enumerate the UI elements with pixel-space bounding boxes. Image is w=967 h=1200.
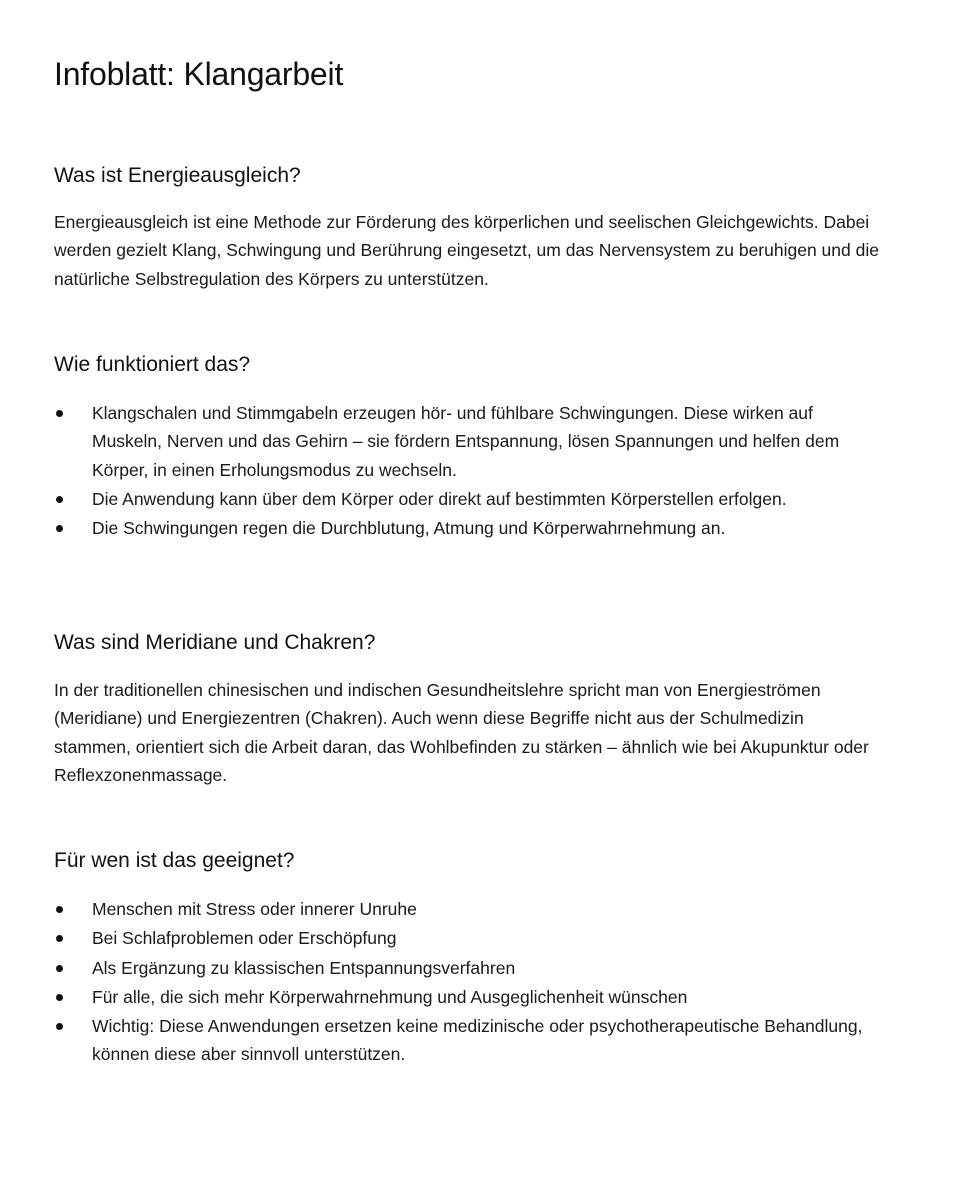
list-item xyxy=(54,1012,884,1069)
section-heading-zielgruppe: Für wen ist das geeignet? xyxy=(54,849,295,872)
list-item-text: Klangschalen und Stimmgabeln erzeugen hör- und fühlbare Schwingungen. Diese wirken auf Muskeln, Nerven und das Gehirn – sie fördern Entspannung, lösen Spannungen und helfen dem Körper, in einen Erholungsmodus zu wechseln. xyxy=(92,403,840,480)
list-item-text: Wichtig: Diese Anwendungen ersetzen keine medizinische oder psychotherapeutische Behandlung, können diese aber sinnvoll unterstützen. xyxy=(92,1016,863,1065)
bullet-icon xyxy=(56,496,63,503)
section-heading-meridiane: Was sind Meridiane und Chakren? xyxy=(54,631,376,654)
section-heading-energieausgleich: Was ist Energieausgleich? xyxy=(54,164,301,187)
bullet-icon xyxy=(56,965,63,972)
list-item-text: Menschen mit Stress oder innerer Unruhe xyxy=(92,899,417,919)
page-title: Infoblatt: Klangarbeit xyxy=(54,56,344,92)
section-paragraph-meridiane: In der traditionellen chinesischen und indischen Gesundheitslehre spricht man von Energieströmen (Meridiane) und Energiezentren (Chakren). Auch wenn diese Begriffe nicht aus der Schulmedizin stammen, orientiert sich die Arbeit daran, das Wohlbefinden zu stärken – ähnlich wie bei Akupunktur oder Reflexzonenmassage. xyxy=(54,680,869,785)
list-item xyxy=(54,924,884,952)
list-funktion xyxy=(54,399,884,543)
bullet-icon xyxy=(56,935,63,942)
list-item-text: Die Schwingungen regen die Durchblutung, Atmung und Körperwahrnehmung an. xyxy=(92,518,726,539)
section-heading-funktion: Wie funktioniert das? xyxy=(54,353,251,376)
list-item xyxy=(54,399,884,484)
bullet-icon xyxy=(56,994,63,1001)
list-item-text: Als Ergänzung zu klassischen Entspannungsverfahren xyxy=(92,957,516,978)
list-item-text: Bei Schlafproblemen oder Erschöpfung xyxy=(92,928,397,949)
list-item xyxy=(54,514,884,542)
bullet-icon xyxy=(56,1023,63,1030)
list-item xyxy=(54,485,884,513)
list-item xyxy=(54,983,884,1011)
list-item xyxy=(54,954,884,982)
bullet-icon xyxy=(56,906,63,913)
list-item-text: Für alle, die sich mehr Körperwahrnehmung und Ausgeglichenheit wünschen xyxy=(92,986,688,1007)
list-zielgruppe xyxy=(54,895,884,1070)
list-item-text: Die Anwendung kann über dem Körper oder direkt auf bestimmten Körperstellen erfolgen. xyxy=(92,488,787,509)
list-item xyxy=(54,895,884,923)
bullet-icon xyxy=(56,525,63,532)
bullet-icon xyxy=(56,410,63,417)
section-paragraph-energieausgleich: Energieausgleich ist eine Methode zur Förderung des körperlichen und seelischen Gleichgewichts. Dabei werden gezielt Klang, Schwingung und Berührung eingesetzt, um das Nervensystem zu beruhigen und die natürliche Selbstregulation des Körpers zu unterstützen. xyxy=(54,212,879,289)
